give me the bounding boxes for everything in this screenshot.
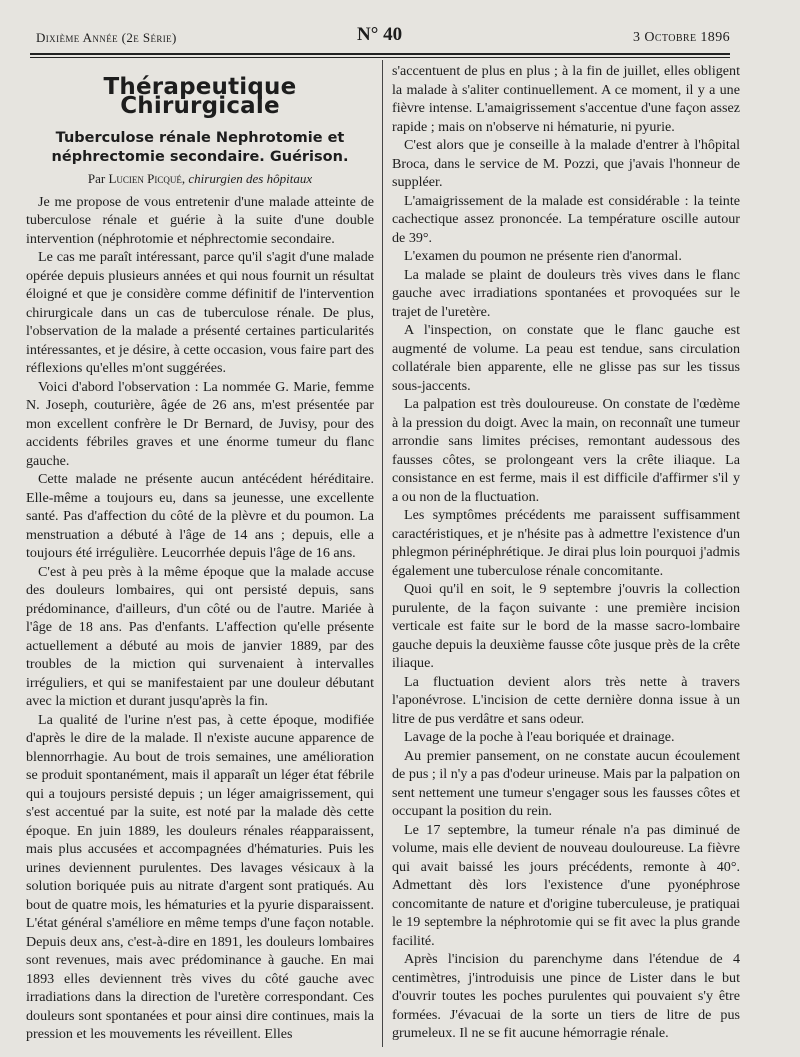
paragraph: Cette malade ne présente aucun antécédent héréditaire. Elle-même a toujours eu, dans sa jeunesse, une excellente santé. Pas d'affection du côté de la plèvre et du poumon. La menstruation a débuté à l'âge de 14 ans ; depuis, elle a toujours été irrégulière. Leucorrhée depuis l'âge de 16 ans. xyxy=(26,471,374,561)
paragraph: L'amaigrissement de la malade est considérable : la teinte cachectique assez prononcée. La température oscille autour de 39°. xyxy=(392,192,740,246)
paragraph: L'examen du poumon ne présente rien d'anormal. xyxy=(404,248,682,264)
paragraph: Au premier pansement, on ne constate aucun écoulement de pus ; il n'y a pas d'odeur urineuse. Mais par la palpation on sent nettement une tumeur s'engager sous les fausses côtes et occupant la position du rein. xyxy=(392,747,740,819)
left-column xyxy=(26,62,374,1044)
paragraph: C'est alors que je conseille à la malade d'entrer à l'hôpital Broca, dans le service de M. Pozzi, que j'avais l'honneur de suppléer. xyxy=(392,137,740,190)
paragraph: Le 17 septembre, la tumeur rénale n'a pas diminué de volume, mais elle devient de nouveau douloureuse. La fièvre qui avait baissé les jours précédents, remonte à 40°. Admettant dès lors l'existence d'une pyonéphrose concomitante de nature et d'origine tuberculeuse, je pratiquai le 19 septembre la néphrotomie qui se fit avec la plus grande facilité. xyxy=(392,821,740,949)
right-column xyxy=(392,62,740,1043)
paragraph: Lavage de la poche à l'eau boriquée et drainage. xyxy=(404,729,675,745)
header-date: 3 Octobre 1896 xyxy=(633,30,730,45)
header-issue-number: N° 40 xyxy=(357,24,403,45)
paragraph: Je me propose de vous entretenir d'une malade atteinte de tuberculose rénale et guérie à la suite d'une double intervention (néphrotomie et néphrectomie secondaire. xyxy=(26,193,374,247)
paragraph: Le cas me paraît intéressant, parce qu'il s'agit d'une malade opérée depuis plusieurs années et qui nous fournit un résultat éloigné et que je considère comme définitif de l'intervention chirurgicale dans un cas de tuberculose rénale. De plus, l'observation de la malade a présenté certaines particularités intéressantes, et je désire, à cette occasion, vous faire part des réflexions qu'elles m'ont suggérées. xyxy=(26,249,374,376)
byline xyxy=(26,170,374,189)
paragraph: s'accentuent de plus en plus ; à la fin de juillet, elles obligent la malade à s'aliter continuellement. A ce moment, il y a une fièvre intense. L'amaigrissement s'accentue d'une façon assez rapide ; mais on n'observe ni hématurie, ni pyurie. xyxy=(392,63,740,135)
paragraph: La palpation est très douloureuse. On constate de l'œdème à la pression du doigt. Avec la main, on reconnaît une tumeur arrondie sans limites précises, remontant audessous des fausses côtes, se prolongeant vers la crête iliaque. La consistance en est ferme, mais il est difficile d'affirmer s'il y a ou non de la fluctuation. xyxy=(392,396,740,505)
header-rule-thin xyxy=(30,57,730,58)
article-title: Tuberculose rénale Nephrotomie et néphrectomie secondaire. Guérison. xyxy=(51,130,349,165)
page-header xyxy=(36,24,730,50)
paragraph: Voici d'abord l'observation : La nommée G. Marie, femme N. Joseph, couturière, âgée de 26 ans, m'est présentée par mon excellent confrère le Dr Bernard, de Juvisy, pour des accidents fébriles graves et une énorme tumeur du flanc gauche. xyxy=(26,378,374,469)
byline-role: chirurgien des hôpitaux xyxy=(188,171,313,186)
paragraph: Les symptômes précédents me paraissent suffisamment caractéristiques, et je n'hésite pas à admettre l'existence d'un phlegmon périnéphrétique. Je dirai plus loin pourquoi j'admis également une tuberculose rénale concomitante. xyxy=(392,507,740,579)
column-divider xyxy=(382,60,383,1047)
header-volume: Dixième Année (2e Série) xyxy=(36,30,177,45)
paragraph: Quoi qu'il en soit, le 9 septembre j'ouvris la collection purulente, de la façon suivante : une première incision verticale est faite sur le bord de la masse sacro-lombaire gauche depuis la deuxième fausse côte jusque près de la crête iliaque. xyxy=(392,581,740,671)
paragraph: C'est à peu près à la même époque que la malade accuse des douleurs lombaires, qui ont persisté depuis, sans prédominance, d'ailleurs, d'un côté ou de l'autre. Mariée à l'âge de 18 ans. Pas d'enfants. L'affection qu'elle présente actuellement a débuté au mois de janvier 1889, par des troubles de la miction qui survenaient à intervalles irréguliers, et qui se manifestaient par une douleur débutant avec la miction et durant jusqu'après la fin. xyxy=(26,563,374,709)
section-title: Thérapeutique Chirurgicale xyxy=(103,74,297,119)
paragraph: La fluctuation devient alors très nette à travers l'aponévrose. L'incision de cette dernière donna issue à un litre de pus verdâtre et sans odeur. xyxy=(392,673,740,727)
paragraph: A l'inspection, on constate que le flanc gauche est augmenté de volume. La peau est tendue, sans circulation collatérale bien apparente, elle ne glisse pas sur les tissus sous-jaccents. xyxy=(392,322,740,394)
header-rule xyxy=(30,53,730,55)
paragraph: La malade se plaint de douleurs très vives dans le flanc gauche avec irradiations spontanées et provoquées sur le trajet de l'uretère. xyxy=(392,266,740,320)
byline-author: Lucien Picqué, xyxy=(108,171,186,186)
byline-par: Par xyxy=(87,171,106,186)
paragraph: La qualité de l'urine n'est pas, à cette époque, modifiée d'après le dire de la malade. Il n'existe aucune apparence de blennorrhagie. Au bout de trois semaines, une amélioration se produit spontanément, mais il apparaît un léger état fébrile qui a toujours persisté depuis ; un léger amaigrissement, qui s'est accentué par la suite, est noté par la malade dès cette époque. En juin 1889, les douleurs rénales réapparaissent, mais plus accusées et accompagnées d'hématuries. Puis les urines deviennent purulentes. Des lavages vésicaux à la solution boriquée puis au nitrate d'argent sont pratiqués. Au bout de quatre mois, les hématuries et la pyurie disparaissent. L'état général s'améliore en même temps d'une façon notable. Depuis deux ans, c'est-à-dire en 1891, les douleurs lombaires sont revenues, mais avec prédominance à gauche. En mai 1893 elles deviennent très vives du côté gauche avec irradiations dans la direction de l'uretère correspondant. Ces douleurs sont spontanées et pour ainsi dire continues, mais la pression et les mouvements les réveillent. Elles xyxy=(26,711,374,1042)
paragraph: Après l'incision du parenchyme dans l'étendue de 4 centimètres, j'introduisis une pince de Lister dans le but d'ouvrir toutes les poches purulentes qui pouvaient s'y être formées. J'évacuai de la sorte un tiers de litre de pus grumeleux. Il ne se fit aucune hémorragie rénale. xyxy=(392,951,740,1041)
